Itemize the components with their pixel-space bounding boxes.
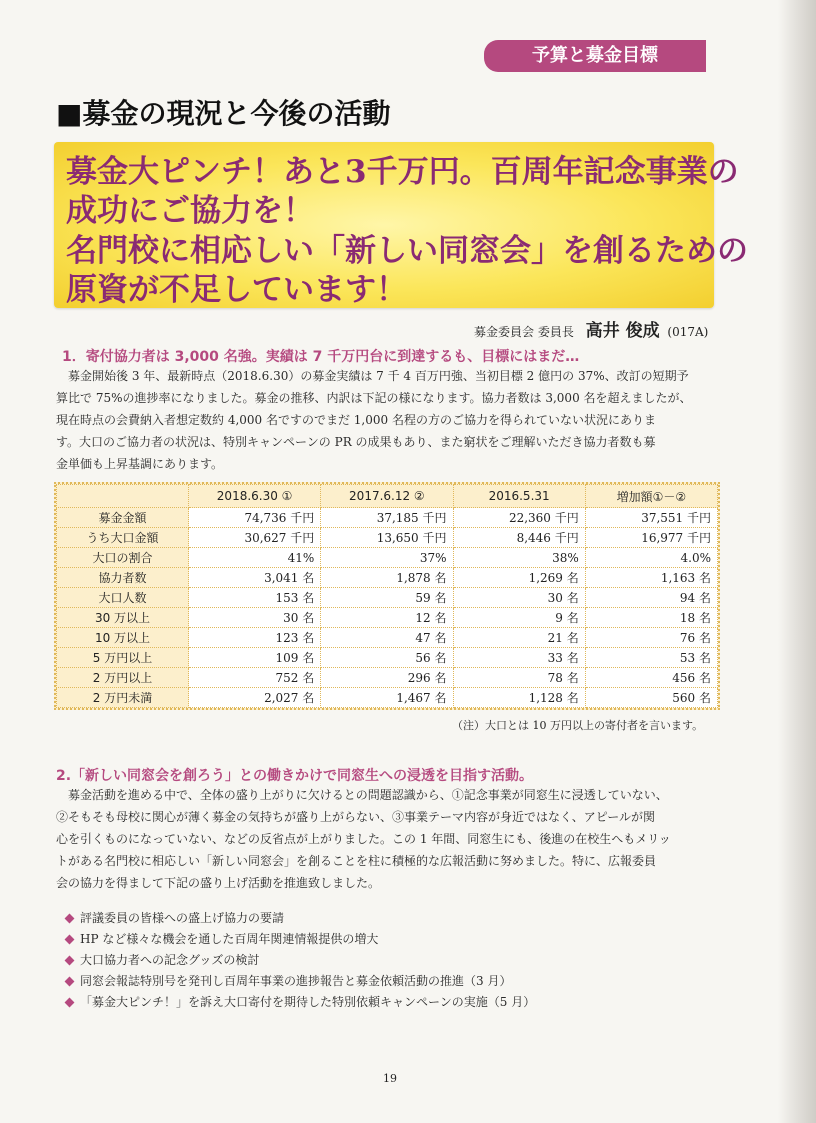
column-header: 2016.5.31: [453, 485, 585, 508]
table-cell: 1,269 名: [453, 568, 585, 588]
table-cell: 53 名: [585, 648, 717, 668]
text-line: ②そもそも母校に関心が薄く募金の気持ちが盛り上がらない、③事業テーマ内容が身近ではなく、アピールが関: [56, 810, 656, 824]
table-cell: 296 名: [321, 668, 453, 688]
table-cell: 109 名: [189, 648, 321, 668]
list-item-text: 同窓会報誌特別号を発刊し百周年事業の進捗報告と募金依頼活動の推進（3 月）: [80, 974, 512, 988]
page-number: 19: [383, 1072, 397, 1085]
table-row: [57, 608, 718, 628]
column-header: [57, 485, 189, 508]
column-header: 増加額①－②: [585, 485, 717, 508]
row-label: 2 万円未満: [57, 688, 189, 708]
list-item: [64, 950, 535, 971]
banner-line: 名門校に相応しい「新しい同窓会」を創るための: [66, 233, 748, 269]
row-label: 30 万以上: [57, 608, 189, 628]
row-label: 5 万円以上: [57, 648, 189, 668]
table-cell: 30 名: [189, 608, 321, 628]
table-cell: 560 名: [585, 688, 717, 708]
list-item: [64, 992, 535, 1013]
list-item: [64, 908, 535, 929]
table-cell: 76 名: [585, 628, 717, 648]
table-cell: 2,027 名: [189, 688, 321, 708]
list-item: [64, 929, 535, 950]
table-cell: 59 名: [321, 588, 453, 608]
text-line: 心を引くものになっていない、などの反省点が上がりました。この 1 年間、同窓生にも、後進の在校生へもメリッ: [56, 832, 671, 846]
banner-line: 成功にご協力を！: [66, 193, 314, 229]
text-line: トがある名門校に相応しい「新しい同窓会」を創ることを柱に積極的な広報活動に努めました。特に、広報委員: [56, 854, 657, 868]
diamond-bullet-icon: [65, 998, 75, 1008]
text-line: 金単価も上昇基調にあります。: [56, 457, 224, 471]
table-cell: 12 名: [321, 608, 453, 628]
author-byline: [474, 316, 708, 341]
diamond-bullet-icon: [65, 956, 75, 966]
table-cell: 37,551 千円: [585, 508, 717, 528]
section-1-body: [56, 365, 722, 475]
section-1-title: 1．寄付協力者は 3,000 名強。実績は 7 千万円台に到達するも、目標にはまだ…: [62, 349, 580, 365]
table-note: （注）大口とは 10 万円以上の寄付者を言います。: [452, 719, 704, 732]
text-line: 現在時点の会費納入者想定数約 4,000 名ですのでまだ 1,000 名程の方のご協力を得られていない状況にありま: [56, 413, 656, 427]
table-cell: 22,360 千円: [453, 508, 585, 528]
table-cell: 41%: [189, 548, 321, 568]
page-edge-shadow: [778, 0, 816, 1123]
table-cell: 30,627 千円: [189, 528, 321, 548]
list-item-text: 評議委員の皆様への盛上げ協力の要請: [80, 911, 285, 925]
table-cell: 9 名: [453, 608, 585, 628]
table-cell: 37,185 千円: [321, 508, 453, 528]
table-row: [57, 588, 718, 608]
text-line: 会の協力を得まして下記の盛り上げ活動を推進致しました。: [56, 876, 381, 890]
author-name: 高井 俊成: [585, 321, 660, 341]
table-cell: 8,446 千円: [453, 528, 585, 548]
row-label: 10 万以上: [57, 628, 189, 648]
table-header-row: [57, 485, 718, 508]
section-2-title: 2.「新しい同窓会を創ろう」との働きかけで同窓生への浸透を目指す活動。: [56, 768, 534, 784]
table-cell: 13,650 千円: [321, 528, 453, 548]
row-label: 2 万円以上: [57, 668, 189, 688]
table-row: [57, 628, 718, 648]
row-label: 大口の割合: [57, 548, 189, 568]
table-cell: 153 名: [189, 588, 321, 608]
donation-table: [54, 482, 720, 710]
page-title: ■募金の現況と今後の活動: [56, 97, 391, 130]
table-cell: 752 名: [189, 668, 321, 688]
author-code: (017A): [667, 325, 709, 339]
column-header: 2018.6.30 ①: [189, 485, 321, 508]
text-line: す。大口のご協力者の状況は、特別キャンペーンの PR の成果もあり、また窮状をご理解いただき協力者数も募: [56, 435, 656, 449]
text-line: 募金開始後 3 年、最新時点（2018.6.30）の募金実績は 7 千 4 百万円強、当初目標 2 億円の 37%、改訂の短期予: [56, 369, 689, 383]
list-item-text: 大口協力者への記念グッズの検討: [80, 953, 260, 967]
table-cell: 74,736 千円: [189, 508, 321, 528]
text-line: 募金活動を進める中で、全体の盛り上がりに欠けるとの問題認識から、①記念事業が同窓生に浸透していない、: [56, 788, 668, 802]
table-cell: 47 名: [321, 628, 453, 648]
table-row: [57, 668, 718, 688]
table-cell: 4.0%: [585, 548, 717, 568]
table-cell: 33 名: [453, 648, 585, 668]
row-label: 協力者数: [57, 568, 189, 588]
table-cell: 3,041 名: [189, 568, 321, 588]
table-cell: 56 名: [321, 648, 453, 668]
activity-list: [64, 908, 535, 1013]
column-header: 2017.6.12 ②: [321, 485, 453, 508]
text-line: 算比で 75%の進捗率になりました。募金の推移、内訳は下記の様になります。協力者数は 3,000 名を超えましたが、: [56, 391, 692, 405]
table-cell: 1,163 名: [585, 568, 717, 588]
diamond-bullet-icon: [65, 914, 75, 924]
banner-line: 募金大ピンチ！あと3千万円。百周年記念事業の: [66, 154, 739, 190]
table-cell: 78 名: [453, 668, 585, 688]
list-item-text: HP など様々な機会を通した百周年関連情報提供の増大: [80, 932, 379, 946]
table-row: [57, 568, 718, 588]
table-cell: 18 名: [585, 608, 717, 628]
list-item: [64, 971, 535, 992]
table-cell: 123 名: [189, 628, 321, 648]
table-row: [57, 548, 718, 568]
table-cell: 94 名: [585, 588, 717, 608]
banner-line: 原資が不足しています！: [66, 272, 407, 308]
row-label: うち大口金額: [57, 528, 189, 548]
row-label: 募金金額: [57, 508, 189, 528]
table-cell: 30 名: [453, 588, 585, 608]
author-role: 募金委員会 委員長: [474, 325, 574, 339]
table-row: [57, 528, 718, 548]
section-2-body: [56, 784, 722, 894]
table-cell: 456 名: [585, 668, 717, 688]
table-cell: 21 名: [453, 628, 585, 648]
headline-banner: [54, 142, 748, 308]
section-tag: 予算と募金目標: [484, 40, 706, 72]
table-row: [57, 688, 718, 708]
table-cell: 37%: [321, 548, 453, 568]
table-cell: 1,467 名: [321, 688, 453, 708]
table-cell: 1,128 名: [453, 688, 585, 708]
diamond-bullet-icon: [65, 935, 75, 945]
table-cell: 16,977 千円: [585, 528, 717, 548]
list-item-text: 「募金大ピンチ！」を訴え大口寄付を期待した特別依頼キャンペーンの実施（5 月）: [80, 995, 536, 1009]
table-cell: 1,878 名: [321, 568, 453, 588]
row-label: 大口人数: [57, 588, 189, 608]
diamond-bullet-icon: [65, 977, 75, 987]
table-cell: 38%: [453, 548, 585, 568]
table-row: [57, 648, 718, 668]
table-row: [57, 508, 718, 528]
